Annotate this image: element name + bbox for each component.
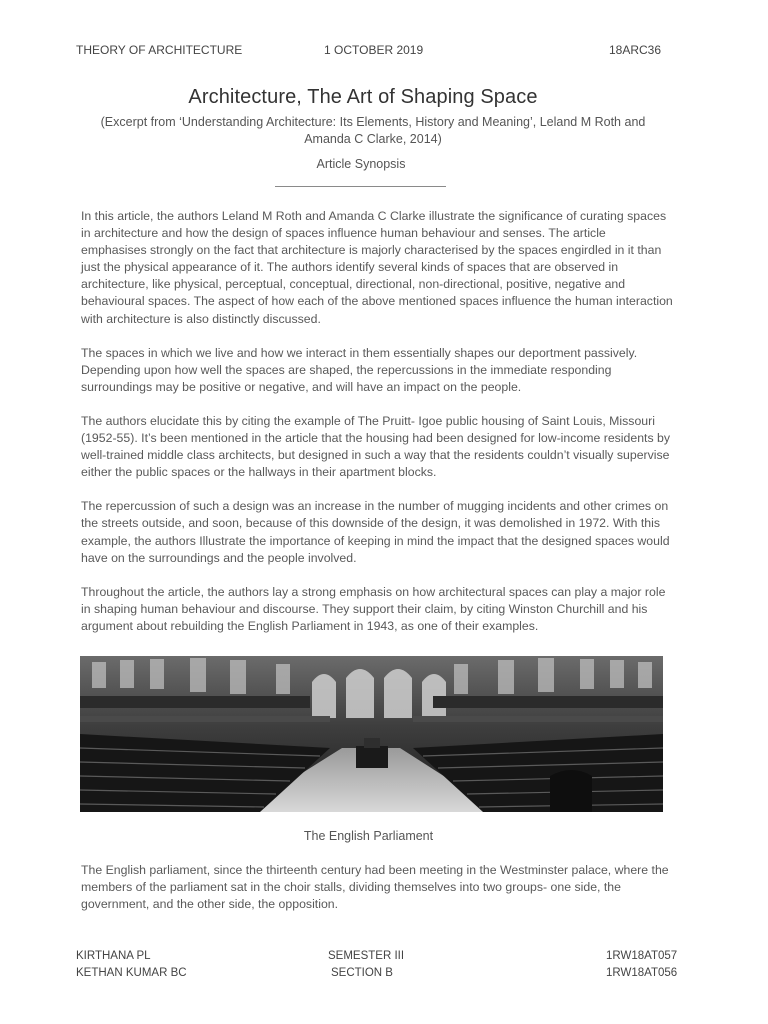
author-names xyxy=(76,948,187,981)
document-title: Architecture, The Art of Shaping Space xyxy=(188,86,538,108)
paragraph: In this article, the authors Leland M Roth and Amanda C Clarke illustrate the significance of curating spaces in architecture and how the design of spaces influence human behaviour and senses. The article emphasises strongly on the fact that architecture is majorly characterised by the spaces engirdled in it than just the physical appearance of it. The authors identify several kinds of spaces that are observed in architecture, like physical, perceptual, conceptual, directional, non-directional, positive, negative and behavioural spaces. The aspect of how each of the above mentioned spaces influence the human interaction with architecture is also distinctly discussed. xyxy=(81,209,673,326)
header-date: 1 OCTOBER 2019 xyxy=(324,43,424,57)
student-id: 1RW18AT057 xyxy=(606,950,678,962)
class-info xyxy=(328,948,405,981)
article-body xyxy=(81,208,673,652)
paragraph: The authors elucidate this by citing the example of The Pruitt- Igoe public housing of Saint Louis, Missouri (1952-55). It’s been mentioned in the article that the housing had been designed for low-income residents by well-trained middle class architects, but designed in such a way that the residents couldn’t visually supervise either the public spaces or the hallways in their apartment blocks. xyxy=(81,413,671,480)
author-name: KETHAN KUMAR BC xyxy=(76,966,187,979)
section: SECTION B xyxy=(331,966,393,979)
paragraph: The repercussion of such a design was an increase in the number of mugging incidents and other crimes on the streets outside, and soon, because of this downside of the design, it was demolished in 1972. With this example, the authors Illustrate the importance of keeping in mind the impact that the designed spaces would have on the surroundings and the people involved. xyxy=(81,499,670,565)
student-ids xyxy=(606,948,677,981)
course-name: THEORY OF ARCHITECTURE xyxy=(76,43,243,57)
paragraph: Throughout the article, the authors lay a strong emphasis on how architectural spaces can play a major role in shaping human behaviour and discourse. They support their claim, by citing Winston Churchill and his argument about rebuilding the English Parliament in 1943, as one of their examples. xyxy=(81,584,666,633)
title-divider xyxy=(275,186,446,187)
section-label: Article Synopsis xyxy=(316,157,406,171)
figure-caption: The English Parliament xyxy=(303,829,434,843)
course-code: 18ARC36 xyxy=(608,43,661,57)
parliament-photo xyxy=(80,656,663,812)
paragraph: The spaces in which we live and how we interact in them essentially shapes our deportment passively. Depending upon how well the spaces are shaped, the repercussions in the immediate responding surroundings may be positive or negative, and will have an impact on the people. xyxy=(81,345,638,394)
document-subtitle: (Excerpt from ‘Understanding Architecture: Its Elements, History and Meaning’, Leland M Roth and Amanda C Clarke, 2014) xyxy=(100,115,646,146)
student-id: 1RW18AT056 xyxy=(606,966,678,979)
semester: SEMESTER III xyxy=(328,950,405,962)
closing-paragraph: The English parliament, since the thirteenth century had been meeting in the Westminster palace, where the members of the parliament sat in the choir stalls, dividing themselves into two groups- one side, the government, and the other side, the opposition. xyxy=(81,863,669,912)
page-header xyxy=(0,43,768,61)
author-name: KIRTHANA PL xyxy=(76,950,151,962)
